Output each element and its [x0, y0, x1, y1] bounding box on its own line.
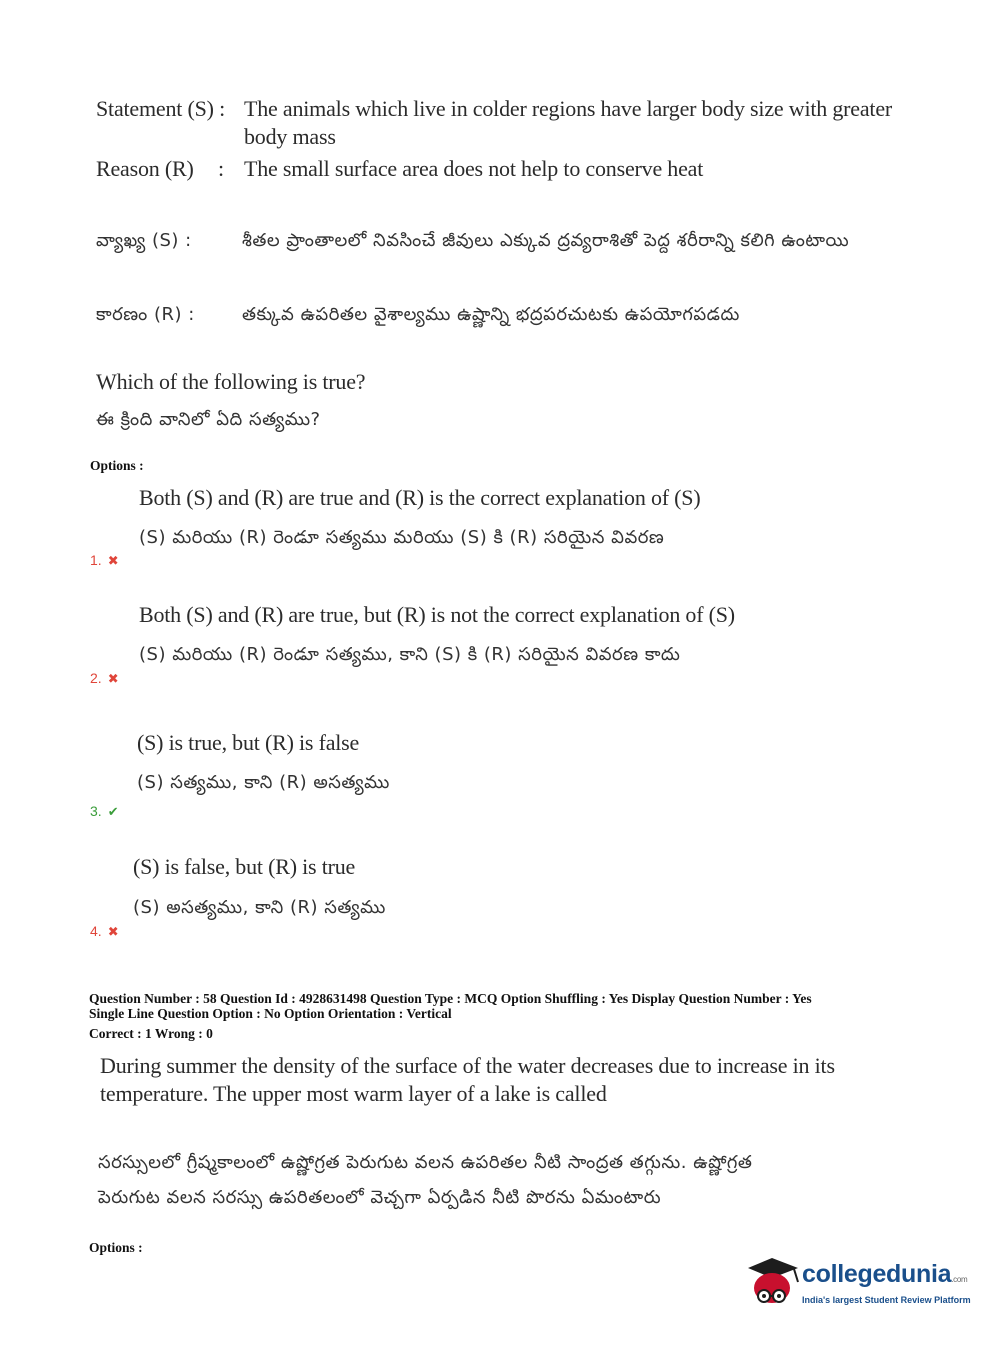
reason-label: Reason (R): [96, 156, 194, 181]
cross-icon: ✖: [107, 671, 119, 686]
option-4-num-label: 4.: [90, 923, 102, 939]
option-4-text-telugu: (S) అసత్యము, కాని (R) సత్యము: [133, 897, 386, 918]
cross-icon: ✖: [107, 553, 119, 568]
option-2-num-label: 2.: [90, 670, 102, 686]
question-58-text-telugu-line-1: సరస్సులలో గ్రీష్మకాలంలో ఉష్ణోగ్రత పెరుగుట వలన ఉపరితల నీటి సాంద్రత తగ్గును. ఉష్ణోగ్రత: [98, 1152, 753, 1173]
statement-text-telugu: శీతల ప్రాంతాలలో నివసించే జీవులు ఎక్కువ ద్రవ్యరాశితో పెద్ద శరీరాన్ని కలిగి ఉంటాయి: [242, 230, 850, 251]
question-prompt: Which of the following is true?: [96, 369, 366, 394]
option-4-text: (S) is false, but (R) is true: [133, 854, 356, 879]
mascot-icon: [742, 1250, 804, 1312]
reason-text: The small surface area does not help to conserve heat: [244, 156, 704, 181]
question-meta-line-3: Correct : 1 Wrong : 0: [89, 1026, 213, 1041]
question-prompt-telugu: ఈ క్రింది వానిలో ఏది సత్యము?: [96, 409, 321, 430]
question-58-text-telugu-line-2: పెరుగుట వలన సరస్సు ఉపరితలంలో వెచ్చగా ఏర్పడిన నీటి పొరను ఏమంటారు: [98, 1187, 662, 1208]
option-1-number: [90, 552, 119, 569]
options-label: Options :: [90, 458, 144, 473]
option-1-text-telugu: (S) మరియు (R) రెండూ సత్యము మరియు (S) కి (R) సరియైన వివరణ: [139, 527, 665, 548]
statement-label-telugu: వ్యాఖ్య (S) :: [96, 230, 192, 251]
reason-colon: :: [218, 156, 224, 181]
option-3-number: [90, 803, 119, 820]
option-1-num-label: 1.: [90, 552, 102, 568]
option-3-text: (S) is true, but (R) is false: [137, 730, 360, 755]
cross-icon: ✖: [107, 924, 119, 939]
option-2-text: Both (S) and (R) are true, but (R) is not the correct explanation of (S): [139, 602, 735, 627]
collegedunia-logo[interactable]: [742, 1250, 972, 1320]
logo-suffix: .com: [951, 1275, 968, 1284]
question-meta-line-1: Question Number : 58 Question Id : 4928631498 Question Type : MCQ Option Shuffling : Yes Display Question Number : Yes: [89, 991, 812, 1006]
reason-label-telugu: కారణం (R) :: [96, 304, 195, 325]
question-meta-line-2: Single Line Question Option : No Option Orientation : Vertical: [89, 1006, 452, 1021]
question-58-text-line-1: During summer the density of the surface of the water decreases due to increase in its: [100, 1053, 835, 1078]
question-58-text-line-2: temperature. The upper most warm layer of a lake is called: [100, 1081, 607, 1106]
options-label-q58: Options :: [89, 1240, 143, 1255]
option-4-number: [90, 923, 119, 940]
option-3-text-telugu: (S) సత్యము, కాని (R) అసత్యము: [137, 772, 390, 793]
logo-tagline: India's largest Student Review Platform: [802, 1295, 971, 1305]
option-3-num-label: 3.: [90, 803, 102, 819]
option-2-text-telugu: (S) మరియు (R) రెండూ సత్యము, కాని (S) కి (R) సరియైన వివరణ కాదు: [139, 644, 681, 665]
reason-text-telugu: తక్కువ ఉపరితల వైశాల్యము ఉష్ణాన్ని భద్రపరచుటకు ఉపయోగపడదు: [242, 304, 740, 325]
option-1-text: Both (S) and (R) are true and (R) is the correct explanation of (S): [139, 485, 701, 510]
option-2-number: [90, 670, 119, 687]
check-icon: ✔: [107, 804, 119, 819]
statement-label: Statement (S) :: [96, 96, 225, 121]
logo-name: collegedunia: [802, 1260, 952, 1288]
statement-text: The animals which live in colder regions have larger body size with greater body mass: [244, 96, 893, 149]
